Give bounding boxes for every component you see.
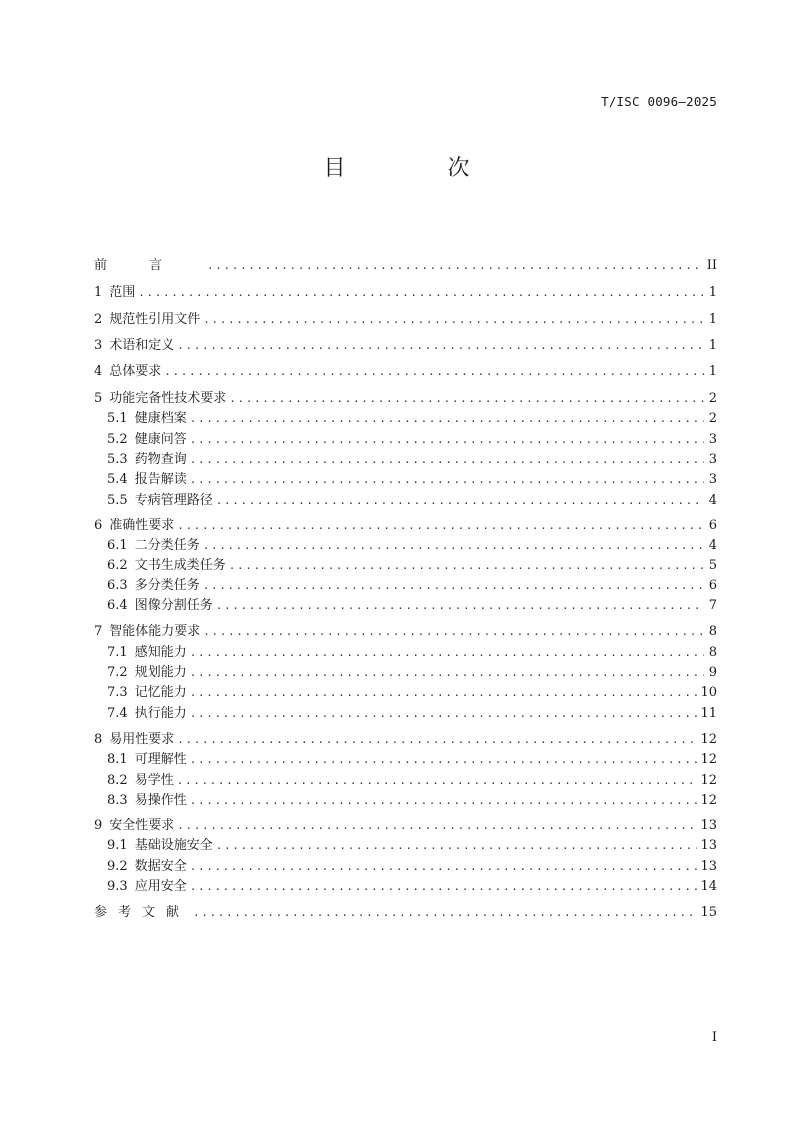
toc-entry-label: 数据安全 [134,859,187,874]
toc-entry-number: 5.2 [107,432,128,447]
dot-leader [190,857,698,877]
toc-entry-page: 10 [700,685,717,700]
toc-entry-number: 8.2 [107,773,128,788]
toc-entry-number: 9 [94,818,103,833]
page-title: 目 次 [323,156,510,181]
toc-entry-number: 8 [94,732,103,747]
toc-entry-number: 6.3 [107,578,128,593]
dot-leader [190,409,704,429]
toc-entry-label: 智能体能力要求 [109,624,201,639]
dot-leader [203,536,704,556]
toc-entry-label: 功能完备性技术要求 [109,391,227,406]
toc-entry-page: 8 [708,645,717,660]
dot-leader [190,470,704,490]
toc-entry[interactable] [94,730,717,750]
dot-leader [216,596,704,616]
toc-entry-number: 9.2 [107,859,128,874]
toc-entry-label: 易操作性 [134,793,187,808]
toc-entry-number: 7.4 [107,706,128,721]
dot-leader [190,683,698,703]
toc-entry-page: 12 [700,773,717,788]
dot-leader [203,622,704,642]
dot-leader [190,877,698,897]
toc-entry-number: 4 [94,364,103,379]
toc-entry-label: 感知能力 [134,645,187,660]
toc-entry-number: 9.1 [107,838,128,853]
toc-entry-label: 图像分割任务 [134,598,213,613]
toc-entry-page: 1 [708,285,717,300]
toc-entry-number: 8.1 [107,752,128,767]
toc-entry[interactable] [94,516,717,536]
toc-entry-label: 规划能力 [134,665,187,680]
toc-entry[interactable] [107,704,717,724]
toc-entry[interactable] [107,857,717,877]
toc-entry-label: 前言 [94,258,205,273]
toc-entry[interactable] [94,362,717,382]
toc-entry[interactable] [107,771,717,791]
toc-entry-page: 4 [708,493,717,508]
dot-leader [138,283,704,303]
toc-entry-page: 6 [708,578,717,593]
toc-entry[interactable] [107,836,717,856]
toc-entry[interactable] [107,683,717,703]
dot-leader [190,663,704,683]
toc-entry-number: 5 [94,391,103,406]
dot-leader [190,450,704,470]
toc-entry-page: 1 [708,312,717,327]
toc-entry-page: 6 [708,518,717,533]
toc-entry[interactable] [107,663,717,683]
toc-entry-page: 1 [708,338,717,353]
dot-leader [177,730,697,750]
toc-entry-number: 2 [94,312,103,327]
toc-entry-page: 8 [708,624,717,639]
toc-entry[interactable] [107,791,717,811]
toc-entry[interactable] [107,750,717,770]
toc-entry-label: 准确性要求 [109,518,175,533]
toc-entry[interactable] [94,336,717,356]
dot-leader [203,576,704,596]
toc-entry-label: 易学性 [134,773,174,788]
toc-entry-number: 6.1 [107,538,128,553]
toc-entry-page: 13 [700,818,717,833]
toc-entry-label: 规范性引用文件 [109,312,201,327]
toc-entry-label: 易用性要求 [109,732,175,747]
dot-leader [207,256,704,276]
toc-entry-page: 5 [708,558,717,573]
toc-entry[interactable] [94,283,717,303]
page-number: I [711,1030,717,1045]
toc-entry-page: 12 [700,732,717,747]
toc-entry-page: 12 [700,752,717,767]
document-code: T/ISC 0096—2025 [601,94,717,109]
toc-entry[interactable] [94,622,717,642]
toc-entry-page: 12 [700,793,717,808]
dot-leader [164,362,704,382]
toc-entry[interactable] [107,556,717,576]
toc-entry-label: 应用安全 [134,879,187,894]
toc-entry[interactable] [107,536,717,556]
toc-entry-label: 安全性要求 [109,818,175,833]
toc-entry[interactable] [107,576,717,596]
toc-entry-number: 6.2 [107,558,128,573]
toc-entry-page: 9 [708,665,717,680]
toc-entry-label: 专病管理路径 [134,493,213,508]
toc-entry-page: 13 [700,859,717,874]
toc-entry-page: 14 [700,879,717,894]
toc-entry-page: 15 [700,905,717,920]
toc-entry[interactable] [94,816,717,836]
toc-entry-page: 2 [708,411,717,426]
dot-leader [229,389,704,409]
toc-entry[interactable] [94,256,717,276]
toc-entry-number: 3 [94,338,103,353]
toc-entry-number: 6 [94,518,103,533]
toc-entry-page: 13 [700,838,717,853]
toc-entry[interactable] [94,903,717,923]
dot-leader [177,771,698,791]
toc-entry-number: 5.3 [107,452,128,467]
dot-leader [190,791,698,811]
dot-leader [216,836,698,856]
toc-entry-label: 二分类任务 [134,538,200,553]
toc-entry-page: II [706,258,717,273]
toc-entry-page: 1 [708,364,717,379]
toc-entry-number: 9.3 [107,879,128,894]
toc-entry[interactable] [94,389,717,409]
toc-entry[interactable] [107,430,717,450]
toc-entry-label: 基础设施安全 [134,838,213,853]
toc-entry-number: 5.1 [107,411,128,426]
dot-leader [216,491,704,511]
toc-entry[interactable] [94,310,717,330]
toc-entry-label: 参考文献 [94,905,191,920]
toc-entry-page: 3 [708,452,717,467]
toc-entry-label: 健康档案 [134,411,187,426]
toc-entry[interactable] [107,877,717,897]
toc-entry-page: 4 [708,538,717,553]
toc-entry-label: 总体要求 [109,364,162,379]
toc-entry-number: 8.3 [107,793,128,808]
toc-entry-label: 报告解读 [134,472,187,487]
toc-entry-page: 3 [708,472,717,487]
toc-entry-number: 1 [94,285,103,300]
toc-entry-number: 6.4 [107,598,128,613]
toc-entry-label: 健康问答 [134,432,187,447]
toc-entry[interactable] [107,643,717,663]
dot-leader [190,704,698,724]
toc-entry-page: 3 [708,432,717,447]
toc-entry-label: 记忆能力 [134,685,187,700]
toc-entry-label: 术语和定义 [109,338,175,353]
toc-entry-label: 药物查询 [134,452,187,467]
toc-entry-label: 多分类任务 [134,578,200,593]
toc-entry-number: 7.3 [107,685,128,700]
toc-entry[interactable] [107,596,717,616]
toc-entry-number: 5.4 [107,472,128,487]
dot-leader [177,336,704,356]
toc-entry-number: 7 [94,624,103,639]
toc-entry-page: 2 [708,391,717,406]
dot-leader [190,430,704,450]
dot-leader [177,516,704,536]
toc-entry-number: 7.2 [107,665,128,680]
toc-entry-page: 11 [700,706,717,721]
toc-entry-number: 7.1 [107,645,128,660]
toc-entry-number: 5.5 [107,493,128,508]
toc-entry[interactable] [107,491,717,511]
dot-leader [193,903,697,923]
toc-entry[interactable] [107,409,717,429]
toc-entry-label: 文书生成类任务 [134,558,226,573]
toc-entry[interactable] [107,450,717,470]
toc-entry-page: 7 [708,598,717,613]
toc-entry-label: 执行能力 [134,706,187,721]
dot-leader [190,643,704,663]
dot-leader [190,750,698,770]
dot-leader [229,556,704,576]
dot-leader [177,816,697,836]
toc-entry-label: 范围 [109,285,136,300]
dot-leader [203,310,704,330]
toc-entry[interactable] [107,470,717,490]
toc-entry-label: 可理解性 [134,752,187,767]
